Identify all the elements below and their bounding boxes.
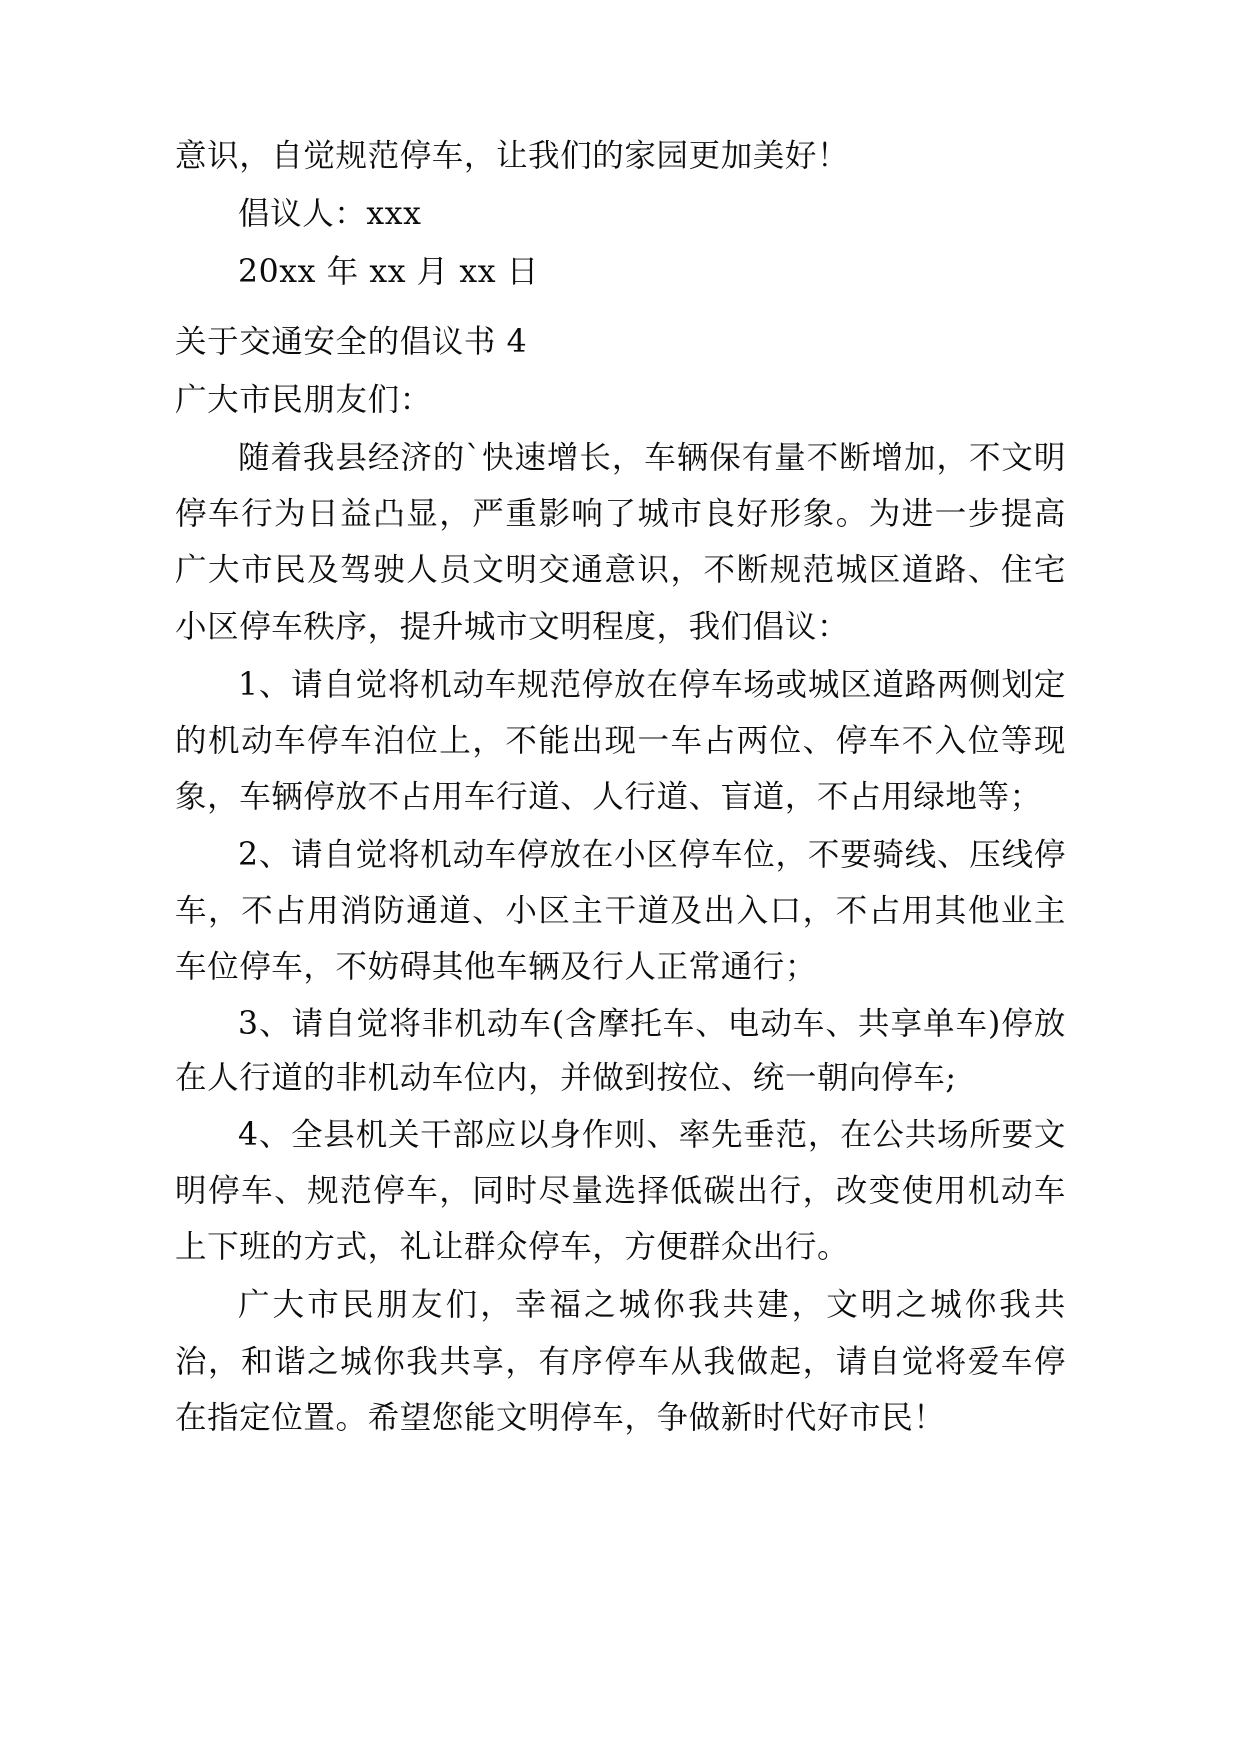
paragraph-intro: 随着我县经济的`快速增长，车辆保有量不断增加，不文明停车行为日益凸显，严重影响了城市良好形象。为进一步提高广大市民及驾驶人员文明交通意识，不断规范城区道路、住宅小区停车秩序，提升城市文明程度，我们倡议： [175,440,1066,645]
paragraph-date: 20xx 年 xx 月 xx 日 [238,254,539,291]
paragraph-salutation: 广大市民朋友们： [175,382,432,419]
paragraph-item-2: 2、请自觉将机动车停放在小区停车位，不要骑线、压线停车，不占用消防通道、小区主干道及出入口，不占用其他业主车位停车，不妨碍其他车辆及行人正常通行； [175,836,1066,985]
paragraph-closing-line: 意识，自觉规范停车，让我们的家园更加美好！ [175,138,850,174]
document-heading: 关于交通安全的倡议书 4 [175,324,528,361]
document-body [175,128,1066,1446]
paragraph-conclusion: 广大市民朋友们，幸福之城你我共建，文明之城你我共治，和谐之城你我共享，有序停车从我做起，请自觉将爱车停在指定位置。希望您能文明停车，争做新时代好市民！ [175,1287,1066,1436]
paragraph-item-4: 4、全县机关干部应以身作则、率先垂范，在公共场所要文明停车、规范停车，同时尽量选择低碳出行，改变使用机动车上下班的方式，礼让群众停车，方便群众出行。 [175,1117,1066,1266]
paragraph-item-1: 1、请自觉将机动车规范停放在停车场或城区道路两侧划定的机动车停车泊位上，不能出现一车占两位、停车不入位等现象，车辆停放不占用车行道、人行道、盲道，不占用绿地等； [175,666,1066,815]
paragraph-proposer: 倡议人：xxx [238,196,422,233]
paragraph-item-3: 3、请自觉将非机动车(含摩托车、电动车、共享单车)停放在人行道的非机动车位内，并做到按位、统一朝向停车; [175,1005,1066,1097]
